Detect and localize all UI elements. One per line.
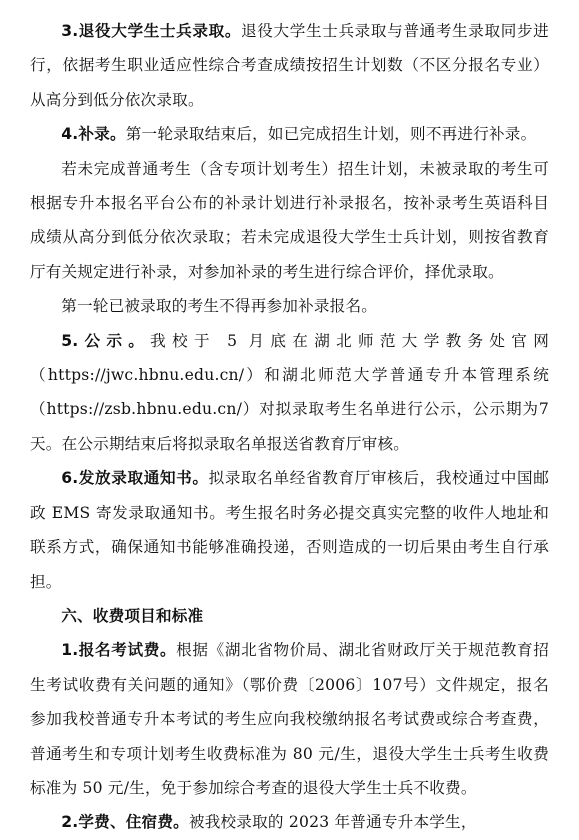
paragraph-lead: 4.补录。: [61, 125, 126, 144]
paragraph-veteran-admission: [30, 14, 549, 117]
paragraph-text: 我校于 5 月底在湖北师范大学教务处官网（https://jwc.hbnu.edu.cn/）和湖北师范大学普通专升本管理系统（https://zsb.hbnu.edu.cn/）对拟录取考生名单进行公示，公示期为7天。在公示期结束后将拟录取名单报送省教育厅审核。: [30, 331, 549, 453]
section-heading: 六、收费项目和标准: [61, 606, 204, 625]
paragraph-lead: 2.学费、住宿费。: [61, 813, 189, 832]
paragraph-text: 第一轮录取结束后，如已完成招生计划，则不再进行补录。: [125, 125, 537, 144]
paragraph-supplementary: [30, 117, 549, 151]
paragraph-tuition: [30, 805, 549, 839]
paragraph-publicity: [30, 324, 549, 462]
paragraph-lead: 6.发放录取通知书。: [61, 469, 209, 488]
paragraph-text: 第一轮已被录取的考生不得再参加补录报名。: [61, 297, 378, 316]
paragraph-text: 被我校录取的 2023 年普通专升本学生，: [188, 813, 477, 832]
paragraph-text: 退役大学生士兵录取与普通考生录取同步进行，依据考生职业适应性综合考查成绩按招生计划数（不区分报名专业）从高分到低分依次录取。: [30, 22, 549, 109]
paragraph-lead: 5.公示。: [61, 331, 151, 350]
paragraph-text: 根据《湖北省物价局、湖北省财政厅关于规范教育招生考试收费有关问题的通知》（鄂价费〔2006〕107号）文件规定，报名参加我校普通专升本考试的考生应向我校缴纳报名考试费或综合考查费，普通考生和专项计划考生收费标准为 80 元/生，退役大学生士兵考生收费标准为 50 元/生，免于参加综合考查的退役大学生士兵不收费。: [30, 641, 549, 797]
paragraph-lead: 1.报名考试费。: [61, 641, 177, 660]
paragraph-lead: 3.退役大学生士兵录取。: [61, 22, 242, 40]
paragraph-text: 若未完成普通考生（含专项计划考生）招生计划，未被录取的考生可根据专升本报名平台公布的补录计划进行补录报名，按补录考生英语科目成绩从高分到低分依次录取；若未完成退役大学生士兵计划，则按省教育厅有关规定进行补录，对参加补录的考生进行综合评价，择优录取。: [30, 159, 549, 281]
paragraph-supplementary-note: [30, 289, 549, 323]
paragraph-exam-fee: [30, 633, 549, 805]
paragraph-supplementary-detail: [30, 152, 549, 290]
paragraph-text: 拟录取名单经省教育厅审核后，我校通过中国邮政 EMS 寄发录取通知书。考生报名时务必提交真实完整的收件人地址和联系方式，确保通知书能够准确投递，否则造成的一切后果由考生自行承担。: [30, 469, 549, 591]
paragraph-admission-notice: [30, 461, 549, 599]
